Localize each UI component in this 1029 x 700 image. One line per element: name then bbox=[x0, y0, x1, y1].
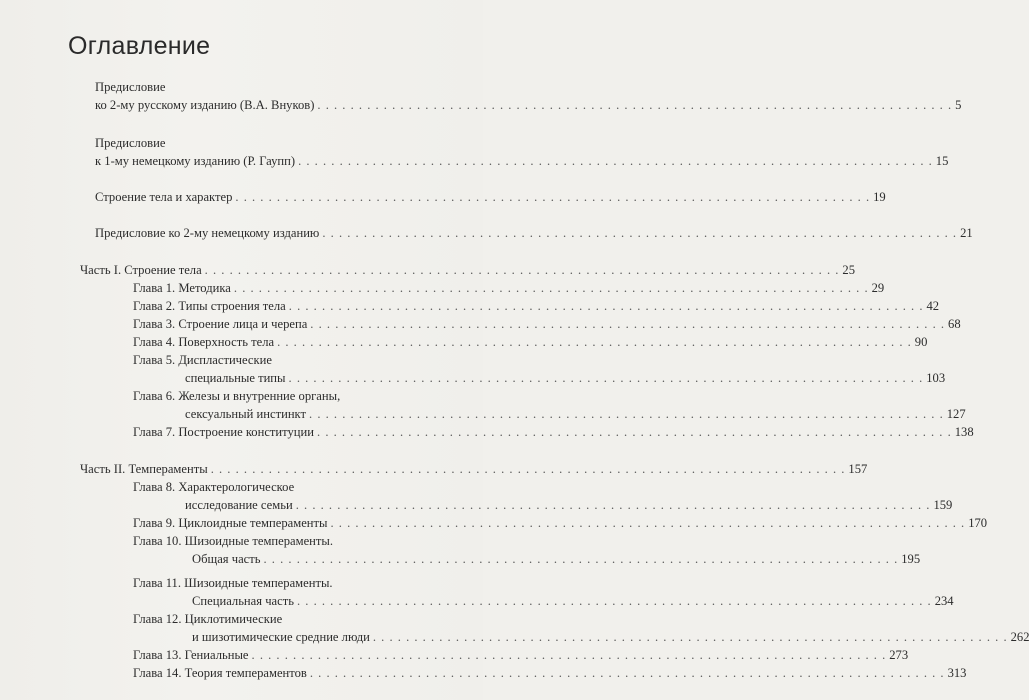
toc-entry bbox=[95, 152, 949, 170]
toc-page-number: 313 bbox=[947, 666, 967, 680]
toc-entry bbox=[80, 460, 868, 478]
toc-entry bbox=[133, 351, 272, 369]
toc-page-number: 21 bbox=[960, 226, 973, 240]
toc-page-number: 42 bbox=[926, 299, 940, 313]
toc-entry-title: Глава 9. Циклоидные темпераменты bbox=[133, 516, 328, 530]
toc-entry bbox=[185, 496, 953, 514]
toc-entry bbox=[133, 646, 909, 664]
toc-entry bbox=[192, 628, 1029, 646]
toc-entry-title: Глава 14. Теория темпераментов bbox=[133, 666, 307, 680]
toc-page-number: 127 bbox=[946, 407, 966, 421]
toc-leader-dots: . . . . . . . . . . . . . . . . . . . . . . . . . . . . . . . . . . . . . . . . . . . . . . . . . . . . . . . . . . . . . . . . . . . . . . . . . . . . . bbox=[235, 190, 871, 204]
toc-entry-title: Глава 5. Диспластические bbox=[133, 353, 272, 367]
toc-entry-title: Глава 8. Характерологическое bbox=[133, 480, 295, 494]
toc-leader-dots: . . . . . . . . . . . . . . . . . . . . . . . . . . . . . . . . . . . . . . . . . . . . . . . . . . . . . . . . . . . . . . . . . . . . . . . . . . . . . bbox=[233, 281, 869, 295]
toc-page-number: 138 bbox=[954, 425, 974, 439]
toc-entry bbox=[185, 369, 946, 387]
toc-entry-title: Часть I. Строение тела bbox=[80, 263, 202, 277]
toc-page-number: 170 bbox=[968, 516, 988, 530]
toc-entry bbox=[133, 514, 988, 532]
toc-entry-title: к 1-му немецкому изданию (Р. Гаупп) bbox=[95, 154, 296, 168]
toc-leader-dots: . . . . . . . . . . . . . . . . . . . . . . . . . . . . . . . . . . . . . . . . . . . . . . . . . . . . . . . . . . . . . . . . . . . . . . . . . . . . . bbox=[263, 552, 899, 566]
toc-entry bbox=[95, 188, 886, 206]
toc-leader-dots: . . . . . . . . . . . . . . . . . . . . . . . . . . . . . . . . . . . . . . . . . . . . . . . . . . . . . . . . . . . . . . . . . . . . . . . . . . . . . bbox=[309, 407, 944, 421]
toc-page-number: 159 bbox=[933, 498, 953, 512]
toc-entry-title: Глава 7. Построение конституции bbox=[133, 425, 315, 439]
toc-page-number: 90 bbox=[914, 335, 928, 349]
toc-leader-dots: . . . . . . . . . . . . . . . . . . . . . . . . . . . . . . . . . . . . . . . . . . . . . . . . . . . . . . . . . . . . . . . . . . . . . . . . . . . . . bbox=[322, 226, 958, 240]
toc-page-number: 5 bbox=[955, 98, 962, 112]
toc-entry bbox=[185, 405, 966, 423]
toc-entry bbox=[133, 315, 961, 333]
toc-entry bbox=[133, 333, 928, 351]
toc-page-number: 68 bbox=[948, 317, 961, 331]
toc-entry-title: Глава 10. Шизоидные темпераменты. bbox=[133, 534, 334, 548]
toc-entry bbox=[80, 261, 855, 279]
toc-entry-title: Глава 4. Поверхность тела bbox=[133, 335, 275, 349]
toc-leader-dots: . . . . . . . . . . . . . . . . . . . . . . . . . . . . . . . . . . . . . . . . . . . . . . . . . . . . . . . . . . . . . . . . . . . . . . . . . . . . . bbox=[309, 666, 945, 680]
toc-page-number: 19 bbox=[873, 190, 886, 204]
toc-entry bbox=[133, 664, 967, 682]
toc-entry-title: Глава 13. Гениальные bbox=[133, 648, 249, 662]
toc-entry bbox=[133, 610, 282, 628]
toc-page-number: 15 bbox=[935, 154, 949, 168]
toc-page-number: 195 bbox=[901, 552, 921, 566]
toc-entry bbox=[133, 574, 333, 592]
toc-leader-dots: . . . . . . . . . . . . . . . . . . . . . . . . . . . . . . . . . . . . . . . . . . . . . . . . . . . . . . . . . . . . . . . . . . . . . . . . . . . . . bbox=[310, 317, 946, 331]
toc-page-number: 25 bbox=[842, 263, 855, 277]
toc-entry bbox=[192, 592, 954, 610]
toc-entry-title: Строение тела и характер bbox=[95, 190, 233, 204]
toc-entry bbox=[133, 387, 340, 405]
toc-page-number: 273 bbox=[889, 648, 909, 662]
toc-entry bbox=[133, 279, 885, 297]
toc-entry-title: Глава 11. Шизоидные темпераменты. bbox=[133, 576, 333, 590]
toc-leader-dots: . . . . . . . . . . . . . . . . . . . . . . . . . . . . . . . . . . . . . . . . . . . . . . . . . . . . . . . . . . . . . . . . . . . . . . . . . . . . . bbox=[295, 498, 931, 512]
toc-leader-dots: . . . . . . . . . . . . . . . . . . . . . . . . . . . . . . . . . . . . . . . . . . . . . . . . . . . . . . . . . . . . . . . . . . . . . . . . . . . . . bbox=[210, 462, 846, 476]
toc-entry-title: Глава 12. Циклотимические bbox=[133, 612, 283, 626]
toc-entry-title: Общая часть bbox=[192, 552, 261, 566]
toc-leader-dots: . . . . . . . . . . . . . . . . . . . . . . . . . . . . . . . . . . . . . . . . . . . . . . . . . . . . . . . . . . . . . . . . . . . . . . . . . . . . . bbox=[372, 630, 1008, 644]
toc-entry bbox=[95, 134, 165, 152]
bleed-through-text bbox=[300, 40, 303, 51]
toc-entry-title: и шизотимические средние люди bbox=[192, 630, 370, 644]
toc-entry-title: Глава 6. Железы и внутренние органы, bbox=[133, 389, 341, 403]
toc-entry-title: Специальная часть bbox=[192, 594, 294, 608]
toc-entry-title: Предисловие bbox=[95, 80, 166, 94]
toc-entry bbox=[133, 532, 333, 550]
toc-leader-dots: . . . . . . . . . . . . . . . . . . . . . . . . . . . . . . . . . . . . . . . . . . . . . . . . . . . . . . . . . . . . . . . . . . . . . . . . . . . . . bbox=[288, 371, 924, 385]
toc-entry-title: Глава 1. Методика bbox=[133, 281, 231, 295]
toc-entry-title: исследование семьи bbox=[185, 498, 293, 512]
toc-entry-title: специальные типы bbox=[185, 371, 286, 385]
toc-page-number: 103 bbox=[926, 371, 946, 385]
toc-leader-dots: . . . . . . . . . . . . . . . . . . . . . . . . . . . . . . . . . . . . . . . . . . . . . . . . . . . . . . . . . . . . . . . . . . . . . . . . . . . . . bbox=[298, 154, 933, 168]
toc-entry bbox=[95, 78, 165, 96]
toc-leader-dots: . . . . . . . . . . . . . . . . . . . . . . . . . . . . . . . . . . . . . . . . . . . . . . . . . . . . . . . . . . . . . . . . . . . . . . . . . . . . . bbox=[317, 425, 952, 439]
toc-page-number: 262 bbox=[1010, 630, 1029, 644]
toc-entry bbox=[133, 297, 940, 315]
toc-entry bbox=[95, 96, 962, 114]
toc-entry-title: ко 2-му русскому изданию (В.А. Внуков) bbox=[95, 98, 315, 112]
toc-leader-dots: . . . . . . . . . . . . . . . . . . . . . . . . . . . . . . . . . . . . . . . . . . . . . . . . . . . . . . . . . . . . . . . . . . . . . . . . . . . . . bbox=[317, 98, 953, 112]
toc-leader-dots: . . . . . . . . . . . . . . . . . . . . . . . . . . . . . . . . . . . . . . . . . . . . . . . . . . . . . . . . . . . . . . . . . . . . . . . . . . . . . bbox=[277, 335, 912, 349]
toc-leader-dots: . . . . . . . . . . . . . . . . . . . . . . . . . . . . . . . . . . . . . . . . . . . . . . . . . . . . . . . . . . . . . . . . . . . . . . . . . . . . . bbox=[330, 516, 966, 530]
toc-entry bbox=[133, 423, 974, 441]
toc-page-number: 157 bbox=[848, 462, 868, 476]
toc-page-number: 29 bbox=[871, 281, 885, 295]
toc-entry-title: Часть II. Темпераменты bbox=[80, 462, 208, 476]
toc-entry bbox=[133, 478, 294, 496]
toc-page-number: 234 bbox=[934, 594, 954, 608]
page-title: Оглавление bbox=[68, 32, 211, 60]
toc-leader-dots: . . . . . . . . . . . . . . . . . . . . . . . . . . . . . . . . . . . . . . . . . . . . . . . . . . . . . . . . . . . . . . . . . . . . . . . . . . . . . bbox=[296, 594, 932, 608]
toc-entry-title: Предисловие ко 2-му немецкому изданию bbox=[95, 226, 320, 240]
toc-leader-dots: . . . . . . . . . . . . . . . . . . . . . . . . . . . . . . . . . . . . . . . . . . . . . . . . . . . . . . . . . . . . . . . . . . . . . . . . . . . . . bbox=[204, 263, 840, 277]
toc-entry-title: сексуальный инстинкт bbox=[185, 407, 307, 421]
toc-entry bbox=[95, 224, 973, 242]
toc-leader-dots: . . . . . . . . . . . . . . . . . . . . . . . . . . . . . . . . . . . . . . . . . . . . . . . . . . . . . . . . . . . . . . . . . . . . . . . . . . . . . bbox=[288, 299, 924, 313]
toc-entry-title: Глава 3. Строение лица и черепа bbox=[133, 317, 308, 331]
toc-entry bbox=[192, 550, 921, 568]
toc-leader-dots: . . . . . . . . . . . . . . . . . . . . . . . . . . . . . . . . . . . . . . . . . . . . . . . . . . . . . . . . . . . . . . . . . . . . . . . . . . . . . bbox=[251, 648, 887, 662]
toc-entry-title: Глава 2. Типы строения тела bbox=[133, 299, 286, 313]
toc-entry-title: Предисловие bbox=[95, 136, 166, 150]
